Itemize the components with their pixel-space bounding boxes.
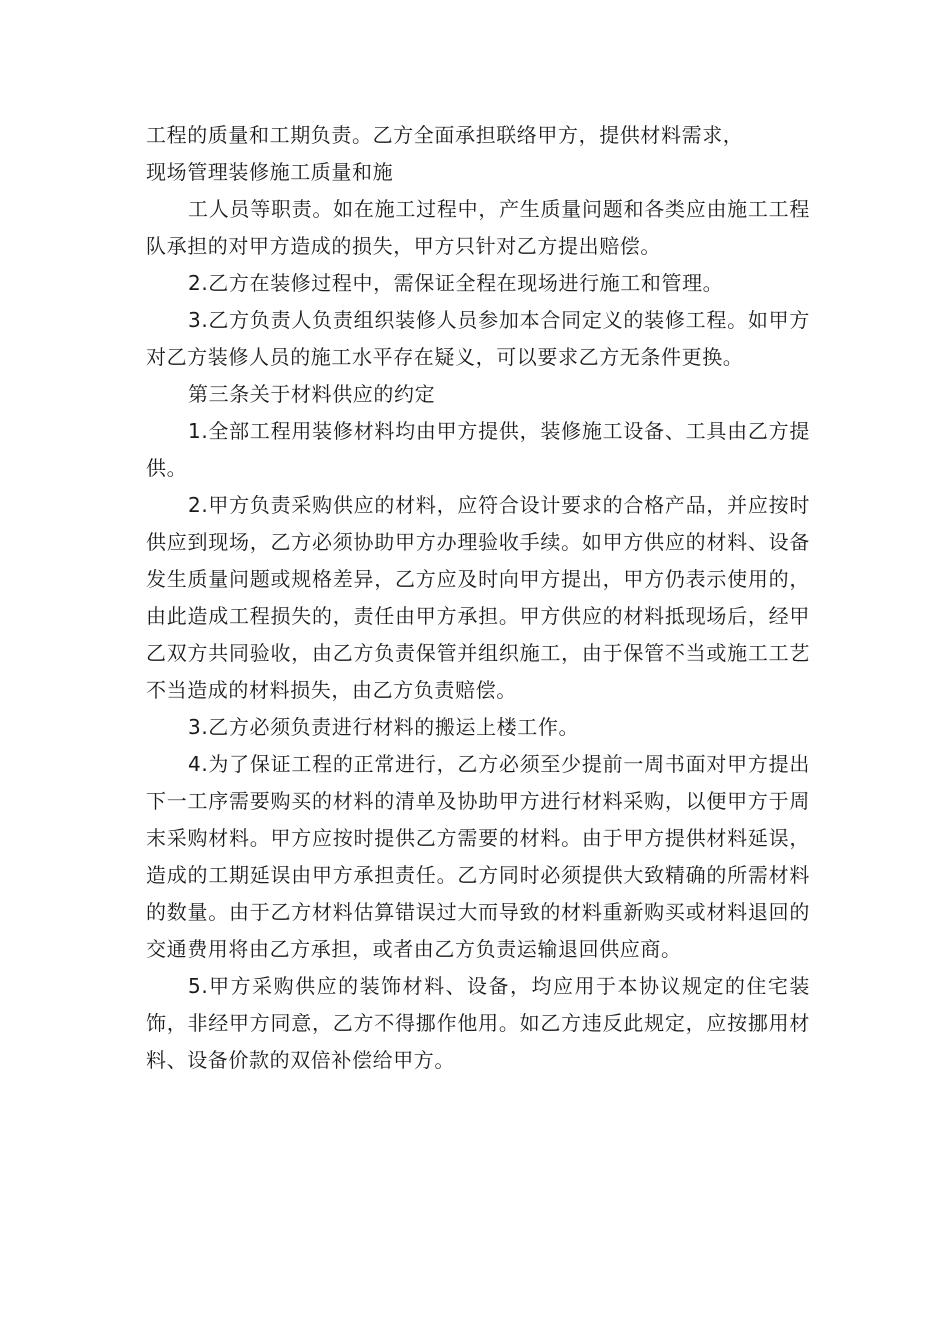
paragraph-7: 2.甲方负责采购供应的材料，应符合设计要求的合格产品，并应按时供应到现场，乙方必须协助甲方办理验收手续。如甲方供应的材料、设备发生质量问题或规格差异，乙方应及时向甲方提出，甲方仍表示使用的，由此造成工程损失的，责任由甲方承担。甲方供应的材料抵现场后，经甲乙双方共同验收，由乙方负责保管并组织施工，由于保管不当或施工工艺不当造成的材料损失，由乙方负责赔偿。 — [146, 493, 810, 702]
section-heading-3: 第三条关于材料供应的约定 — [188, 382, 436, 406]
paragraph-2: 现场管理装修施工质量和施 — [146, 160, 394, 184]
paragraph-4: 2.乙方在装修过程中，需保证全程在现场进行施工和管理。 — [188, 271, 724, 295]
paragraph-6: 1.全部工程用装修材料均由甲方提供，装修施工设备、工具由乙方提供。 — [146, 419, 810, 480]
document-body — [146, 117, 810, 1079]
paragraph-3: 工人员等职责。如在施工过程中，产生质量问题和各类应由施工工程队承担的对甲方造成的损失，甲方只针对乙方提出赔偿。 — [146, 197, 810, 258]
paragraph-1: 工程的质量和工期负责。乙方全面承担联络甲方，提供材料需求， — [146, 123, 744, 147]
paragraph-8: 3.乙方必须负责进行材料的搬运上楼工作。 — [188, 715, 580, 739]
paragraph-10: 5.甲方采购供应的装饰材料、设备，均应用于本协议规定的住宅装饰，非经甲方同意，乙方不得挪作他用。如乙方违反此规定，应按挪用材料、设备价款的双倍补偿给甲方。 — [146, 974, 810, 1072]
paragraph-9: 4.为了保证工程的正常进行，乙方必须至少提前一周书面对甲方提出下一工序需要购买的材料的清单及协助甲方进行材料采购，以便甲方于周末采购材料。甲方应按时提供乙方需要的材料。由于甲方提供材料延误，造成的工期延误由甲方承担责任。乙方同时必须提供大致精确的所需材料的数量。由于乙方材料估算错误过大而导致的材料重新购买或材料退回的交通费用将由乙方承担，或者由乙方负责运输退回供应商。 — [146, 752, 810, 961]
paragraph-5: 3.乙方负责人负责组织装修人员参加本合同定义的装修工程。如甲方对乙方装修人员的施工水平存在疑义，可以要求乙方无条件更换。 — [146, 308, 810, 369]
